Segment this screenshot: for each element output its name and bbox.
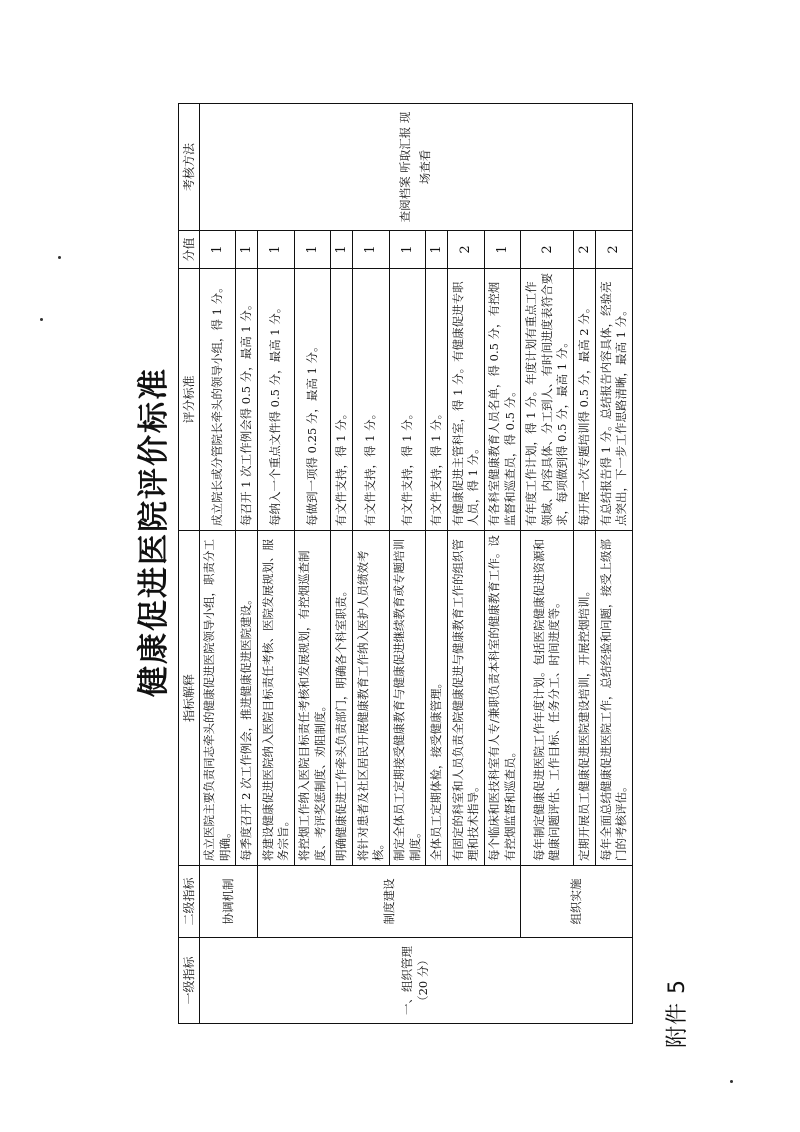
table-row [258,104,294,1024]
definition-cell: 明确健康促进工作牵头负责部门，明确各个科室职责。 [331,531,353,866]
level2-cell: 制度建设 [258,866,521,938]
attachment-label: 附件 5 [665,979,690,1048]
criteria-cell: 有文件支持，得 1 分。 [331,269,353,531]
definition-cell: 每个临床和医技科室有人专/兼职负责本科室的健康教育工作。设有控烟监督和巡查员。 [484,531,520,866]
score-cell: 1 [236,231,258,269]
page-title: 健康促进医院评价标准 [136,367,172,697]
level1-cell [200,938,633,1024]
criteria-cell: 有年度工作计划，得 1 分。年度计划有重点工作领域、内容具体、分工到人、有时间进度表符合要求，每项做到得 0.5 分，最高 1 分。 [521,269,574,531]
criteria-cell: 有文件支持，得 1 分。 [389,269,425,531]
definition-cell: 有固定的科室和人员负责全院健康促进与健康教育工作的组织管理和技术指导。 [448,531,484,866]
definition-cell: 将控烟工作纳入医院目标责任考核和发展规划，有控烟巡查制度、考评奖惩制度、劝阻制度。 [294,531,330,866]
criteria-cell: 有各科室健康教育人员名单，得 0.5 分，有控烟监督和巡查员，得 0.5 分。 [484,269,520,531]
definition-cell: 成立医院主要负责同志牵头的健康促进医院领导小组，职责分工明确。 [200,531,236,866]
criteria-cell: 每开展一次专题培训得 0.5 分，最高 2 分。 [574,269,596,531]
score-cell: 1 [294,231,330,269]
score-cell: 1 [389,231,425,269]
method-cell: 查阅档案 听取汇报 现场查看 [200,104,633,231]
definition-cell: 全体员工定期体检，接受健康管理。 [426,531,448,866]
score-cell: 2 [574,231,596,269]
definition-cell: 将建设健康促进医院纳入医院目标责任考核、医院发展规划、服务宗旨。 [258,531,294,866]
definition-cell: 制定全体员工定期接受健康教育与健康促进继续教育或专题培训制度。 [389,531,425,866]
level2-cell: 协调机制 [200,866,258,938]
table-row [200,104,236,1024]
definition-cell: 每年全面总结健康促进医院工作，总结经验和问题，接受上级部门的考核评估。 [596,531,633,866]
criteria-cell: 有文件支持，得 1 分。 [353,269,389,531]
definition-cell: 定期开展员工健康促进医院建设培训，开展控烟培训。 [574,531,596,866]
score-cell: 2 [448,231,484,269]
scan-speck [40,318,43,321]
criteria-cell: 有总结报告得 1 分。总结报告内容具体，经验亮点突出，下一步工作思路清晰，最高 1 分。 [596,269,633,531]
header-level1: 一级指标 [179,938,200,1024]
score-cell: 2 [521,231,574,269]
scan-speck [58,256,61,259]
definition-cell: 将针对患者及社区居民开展健康教育工作纳入医护人员绩效考核。 [353,531,389,866]
scan-speck [730,1080,733,1083]
criteria-cell: 每做到一项得 0.25 分，最高 1 分。 [294,269,330,531]
score-cell: 1 [426,231,448,269]
score-cell: 1 [331,231,353,269]
score-cell: 1 [484,231,520,269]
criteria-cell: 有文件支持，得 1 分。 [426,269,448,531]
criteria-cell: 成立院长或分管院长牵头的领导小组，得 1 分。 [200,269,236,531]
header-definition: 指标解释 [179,531,200,866]
table-header-row [179,104,200,1024]
score-cell: 1 [200,231,236,269]
evaluation-table [178,103,633,1024]
definition-cell: 每季度召开 2 次工作例会，推进健康促进医院建设。 [236,531,258,866]
score-cell: 1 [353,231,389,269]
score-cell: 1 [258,231,294,269]
header-criteria: 评分标准 [179,269,200,531]
level2-cell: 组织实施 [521,866,633,938]
header-level2: 二级指标 [179,866,200,938]
header-method: 考核方法 [179,104,200,231]
criteria-cell: 有健康促进主管科室，得 1 分。有健康促进专职人员，得 1 分。 [448,269,484,531]
definition-cell: 每年制定健康促进医院工作年度计划。包括医院健康促进资源和健康问题评估、工作目标、任务分工、时间进度等。 [521,531,574,866]
table-row [521,104,574,1024]
criteria-cell: 每纳入一个重点文件得 0.5 分，最高 1 分。 [258,269,294,531]
criteria-cell: 每召开 1 次工作例会得 0.5 分，最高 1 分。 [236,269,258,531]
level1-name: 一、组织管理 [400,946,415,1015]
score-cell: 2 [596,231,633,269]
level1-score: （20 分） [416,954,430,1007]
header-score: 分值 [179,231,200,269]
